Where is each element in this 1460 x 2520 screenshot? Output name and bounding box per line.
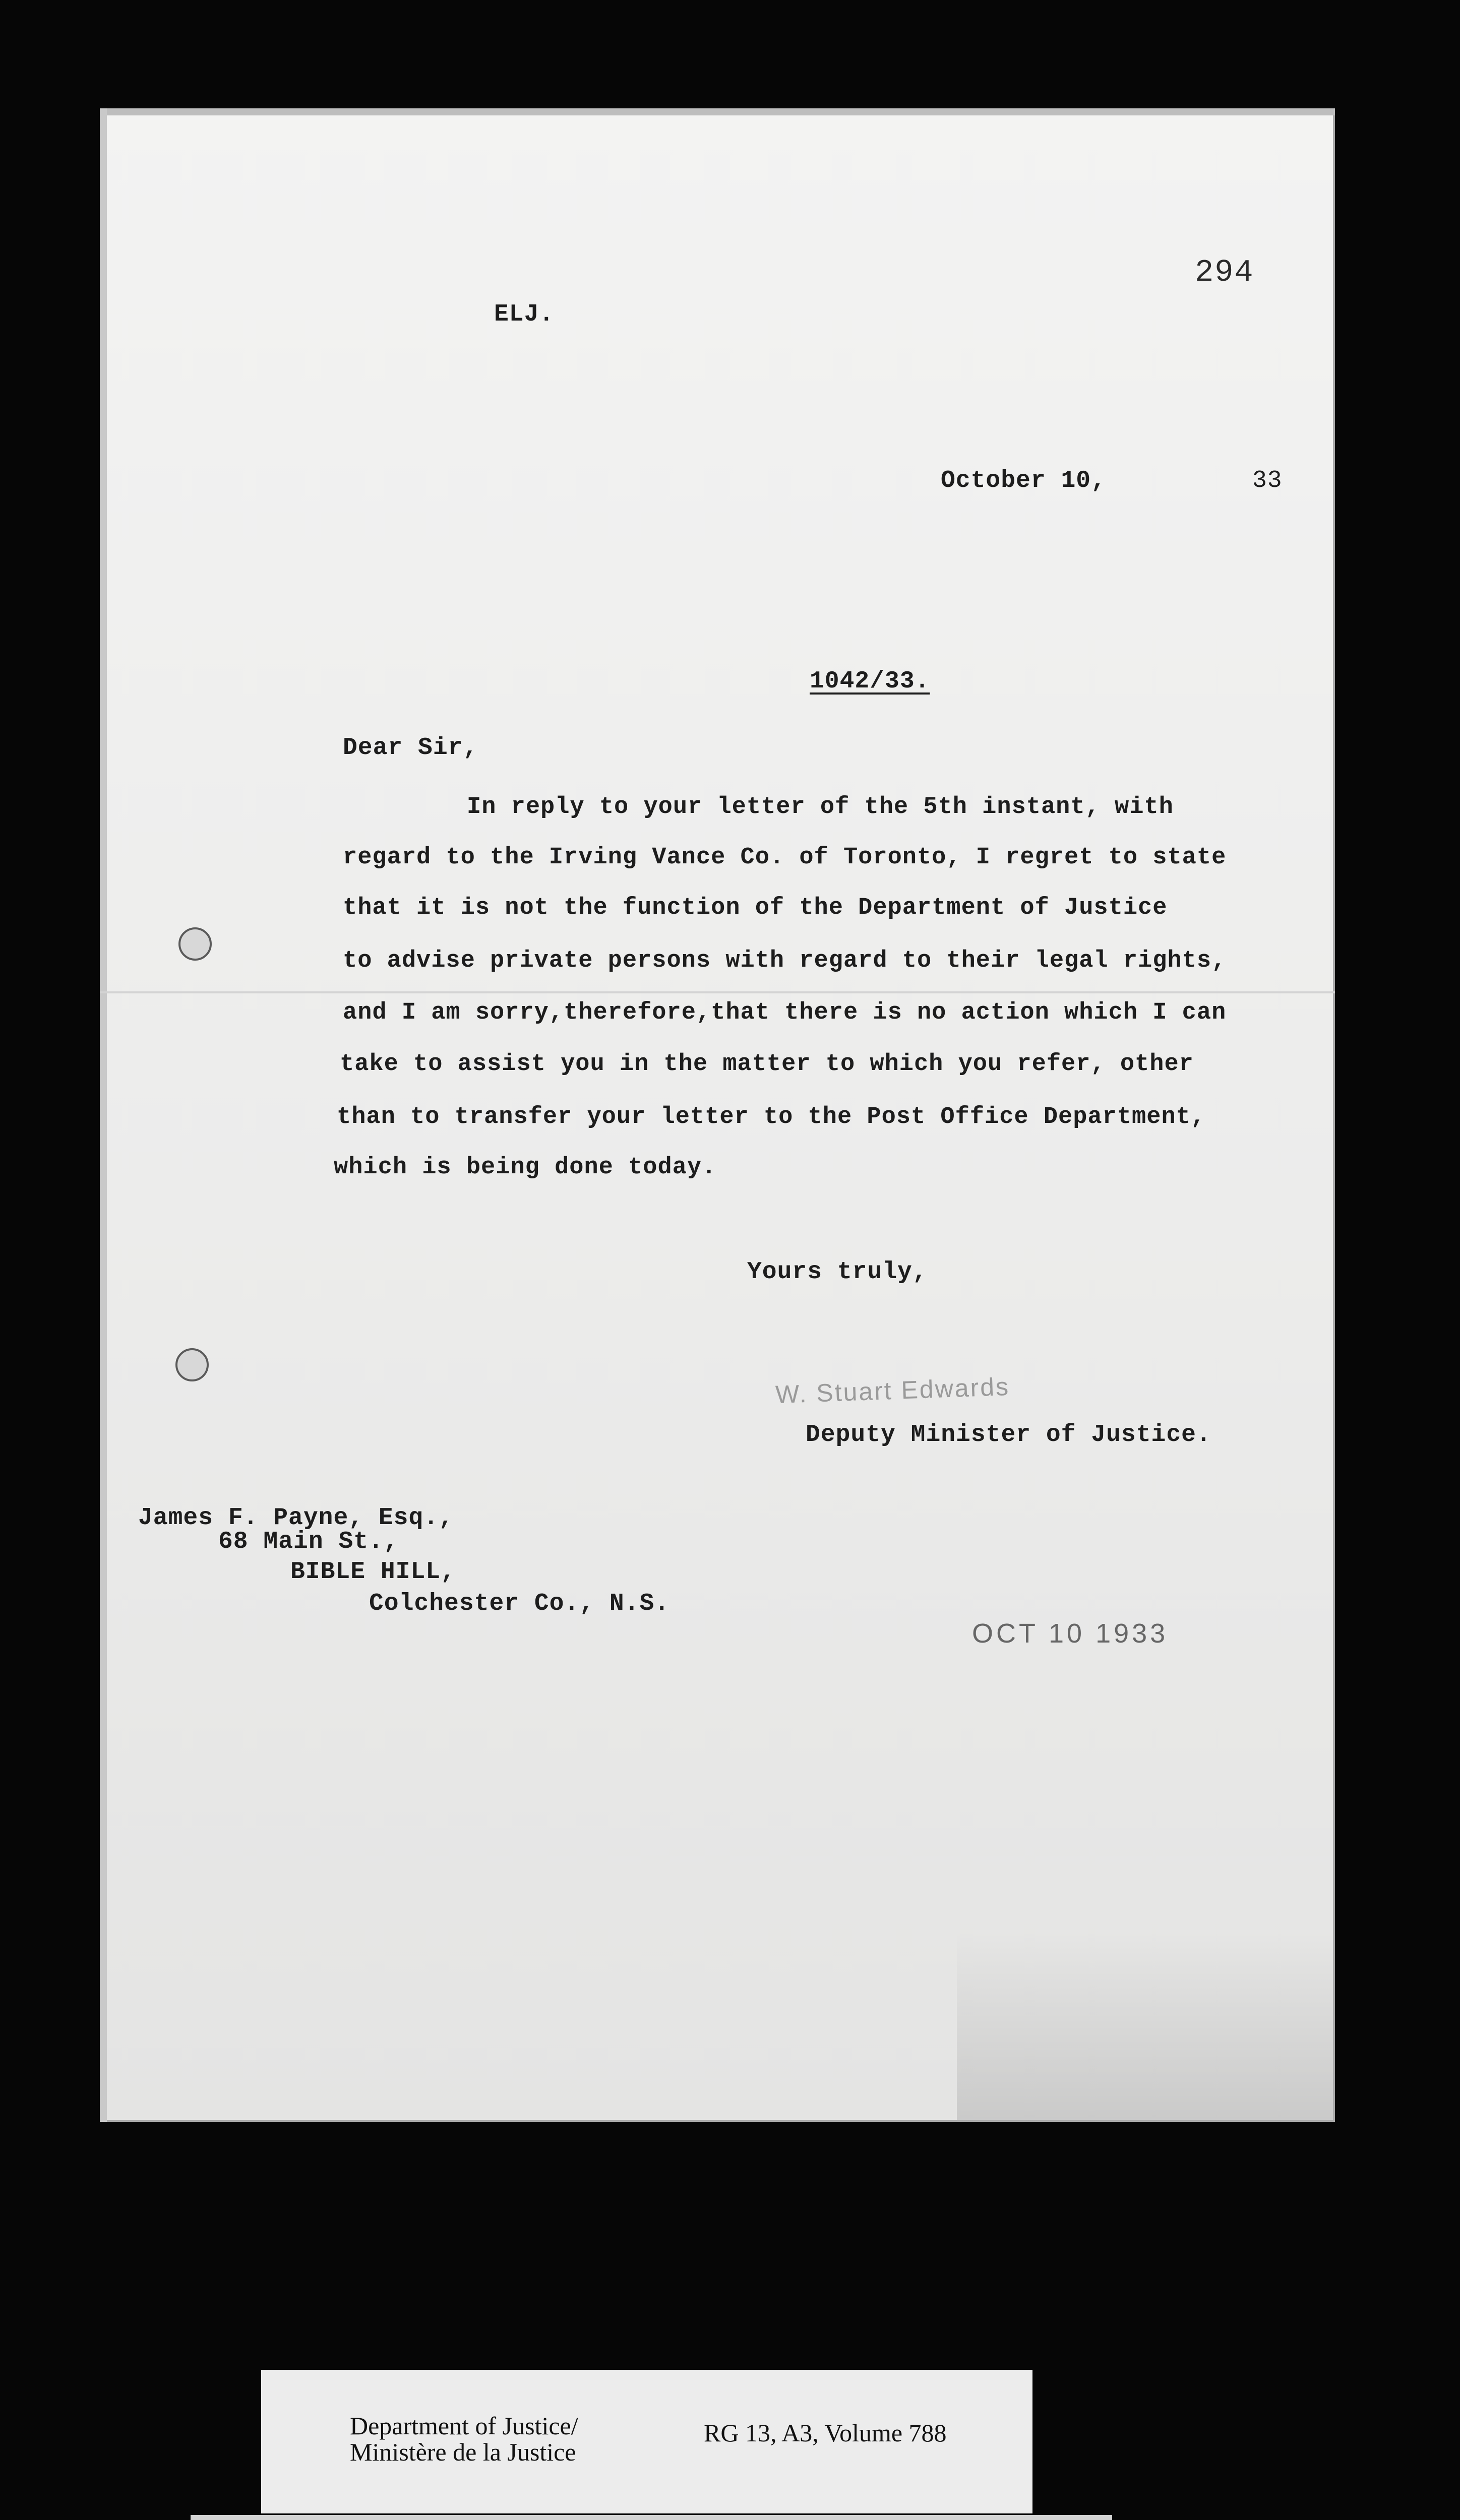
- closing: Yours truly,: [747, 1258, 928, 1286]
- department-en: Department of Justice/: [350, 2412, 578, 2440]
- body-line-5: and I am sorry,therefore,that there is no action which I can: [343, 999, 1227, 1026]
- salutation: Dear Sir,: [343, 734, 478, 762]
- page-number: 294: [1195, 255, 1254, 290]
- body-line-6: take to assist you in the matter to which you refer, other: [340, 1051, 1194, 1078]
- letter-sheet: [100, 108, 1335, 2122]
- letter-date: October 10,: [941, 467, 1106, 494]
- paper-shadow: [957, 1933, 1335, 2122]
- recipient-line-2: 68 Main St.,: [218, 1528, 399, 1555]
- body-line-4: to advise private persons with regard to their legal rights,: [343, 948, 1227, 974]
- sheet-left-edge: [100, 108, 107, 2122]
- archive-reference: RG 13, A3, Volume 788: [704, 2419, 947, 2447]
- typist-initials: ELJ.: [494, 301, 555, 328]
- body-line-2: regard to the Irving Vance Co. of Toronto, I regret to state: [343, 844, 1227, 871]
- body-line-3: that it is not the function of the Department of Justice: [343, 895, 1168, 921]
- recipient-line-4: Colchester Co., N.S.: [369, 1590, 670, 1617]
- date-stamp: OCT 10 1933: [972, 1618, 1169, 1649]
- body-line-1: In reply to your letter of the 5th instant, with: [467, 794, 1174, 821]
- letter-year: 33: [1252, 467, 1283, 494]
- signer-title: Deputy Minister of Justice.: [806, 1421, 1211, 1448]
- public-archives-stamp: [191, 2515, 1112, 2520]
- recipient-line-3: BIBLE HILL,: [290, 1558, 456, 1586]
- sheet-top-edge: [100, 108, 1335, 115]
- department-fr: Ministère de la Justice: [350, 2438, 576, 2466]
- punch-hole-upper: [178, 927, 212, 961]
- signature: W. Stuart Edwards: [775, 1372, 1010, 1409]
- fold-line: [100, 991, 1335, 993]
- recipient-line-1: James F. Payne, Esq.,: [138, 1504, 454, 1532]
- punch-hole-lower: [175, 1348, 209, 1381]
- body-line-7: than to transfer your letter to the Post Office Department,: [337, 1104, 1206, 1130]
- body-line-8: which is being done today.: [334, 1154, 717, 1181]
- archive-reference-label: [261, 2370, 1032, 2513]
- file-reference: 1042/33.: [810, 668, 930, 695]
